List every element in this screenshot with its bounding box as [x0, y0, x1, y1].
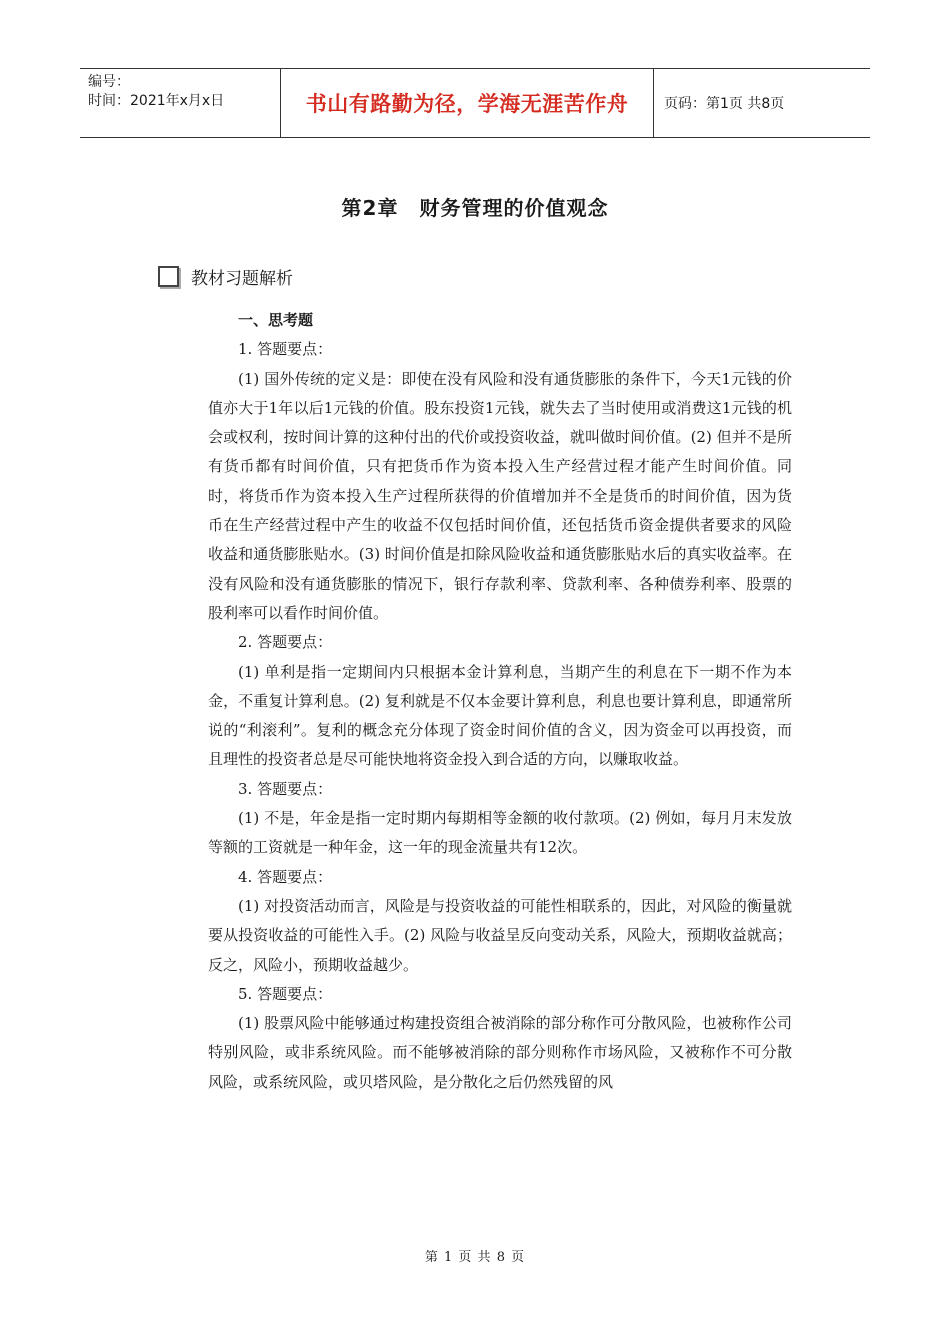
question-label: 3. 答题要点： [238, 779, 333, 798]
answer-paragraph: (1) 不是，年金是指一定时期内每期相等金额的收付款项。(2) 例如，每月月末发放等额的工资就是一种年金，这一年的现金流量共有12次。 [208, 809, 792, 857]
header-page-label: 页码：第1页 共8页 [664, 96, 785, 112]
answer-paragraph: (1) 国外传统的定义是：即使在没有风险和没有通货膨胀的条件下，今天1元钱的价值亦大于1年以后1元钱的价值。股东投资1元钱，就失去了当时使用或消费这1元钱的机会或权利，按时间计算的这种付出的代价或投资收益，就叫做时间价值。(2) 但并不是所有货币都有时间价值，只有把货币作为资本投入生产经营过程才能产生时间价值。同时，将货币作为资本投入生产过程所获得的价值增加并不全是货币的时间价值，因为货币在生产经营过程中产生的收益不仅包括时间价值，还包括货币资金提供者要求的风险收益和通货膨胀贴水。(3) 时间价值是扣除风险收益和通货膨胀贴水后的真实收益率。在没有风险和没有通货膨胀的情况下，银行存款利率、贷款利率、各种债券利率、股票的股利率可以看作时间价值。 [208, 369, 792, 622]
checkbox-icon [158, 266, 179, 287]
page-header [80, 68, 870, 138]
question-label: 1. 答题要点： [238, 340, 333, 359]
section-heading [158, 264, 293, 289]
page-footer: 第 1 页 共 8 页 [424, 1250, 526, 1265]
time-label: 时间：2021年x月x日 [88, 93, 225, 109]
header-motto: 书山有路勤为径，学海无涯苦作舟 [281, 69, 654, 137]
document-body [208, 306, 792, 1097]
answer-paragraph: (1) 对投资活动而言，风险是与投资收益的可能性相联系的，因此，对风险的衡量就要从投资收益的可能性入手。(2) 风险与收益呈反向变动关系，风险大，预期收益就高；反之，风险小，预期收益越少。 [208, 896, 792, 974]
code-label: 编号： [88, 74, 130, 90]
subsection-title: 一、思考题 [238, 311, 314, 329]
header-meta [80, 69, 281, 137]
question-label: 4. 答题要点： [238, 867, 333, 886]
question-label: 2. 答题要点： [238, 633, 333, 652]
question-label: 5. 答题要点： [238, 984, 333, 1003]
answer-paragraph: (1) 单利是指一定期间内只根据本金计算利息，当期产生的利息在下一期不作为本金，不重复计算利息。(2) 复利就是不仅本金要计算利息，利息也要计算利息，即通常所说的“利滚利”。复利的概念充分体现了资金时间价值的含义，因为资金可以再投资，而且理性的投资者总是尽可能快地将资金投入到合适的方向，以赚取收益。 [208, 662, 792, 769]
chapter-title: 第2章 财务管理的价值观念 [341, 196, 609, 220]
answer-paragraph: (1) 股票风险中能够通过构建投资组合被消除的部分称作可分散风险，也被称作公司特别风险，或非系统风险。而不能够被消除的部分则称作市场风险，又被称作不可分散风险，或系统风险，或贝塔风险，是分散化之后仍然残留的风 [208, 1014, 792, 1091]
section-title: 教材习题解析 [191, 269, 293, 289]
